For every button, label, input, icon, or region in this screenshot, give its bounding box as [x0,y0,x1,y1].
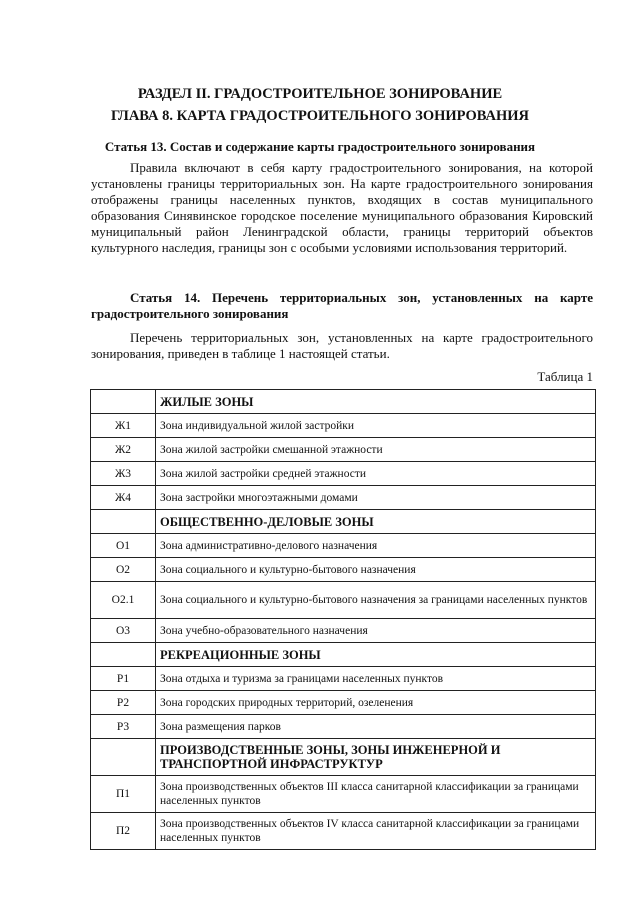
table-row [91,582,596,619]
table-label: Таблица 1 [537,369,593,384]
table-row [91,486,596,510]
zone-name: Зона учебно-образовательного назначения [156,619,596,643]
table-section-code-cell [91,643,156,667]
zone-code: О2.1 [91,582,156,619]
chapter-heading: ГЛАВА 8. КАРТА ГРАДОСТРОИТЕЛЬНОГО ЗОНИРОВАНИЯ [110,108,529,124]
zone-name: Зона отдыха и туризма за границами населенных пунктов [156,667,596,691]
zone-code: О1 [91,534,156,558]
zone-code: Ж4 [91,486,156,510]
zone-name: Зона размещения парков [156,715,596,739]
table-section-title: РЕКРЕАЦИОННЫЕ ЗОНЫ [156,643,596,667]
zone-code: Ж2 [91,438,156,462]
zone-code: Ж1 [91,414,156,438]
zone-code: О3 [91,619,156,643]
table-section-title: ЖИЛЫЕ ЗОНЫ [156,390,596,414]
article-14-text: Перечень территориальных зон, установленных на карте градостроительного зонирования, приведен в таблице 1 настоящей статьи. [91,330,593,361]
zone-code: Ж3 [91,462,156,486]
table-section-row [91,510,596,534]
table-section-code-cell [91,739,156,776]
table-row [91,462,596,486]
table-row [91,438,596,462]
zone-name: Зона застройки многоэтажными домами [156,486,596,510]
article-13-title: Статья 13. Состав и содержание карты градостроительного зонирования [104,139,536,154]
zone-code: Р1 [91,667,156,691]
table-row [91,667,596,691]
zone-name: Зона производственных объектов IV класса санитарной классификации за границами населенных пунктов [156,813,596,850]
zone-code: Р3 [91,715,156,739]
zone-name: Зона производственных объектов III класса санитарной классификации за границами населенных пунктов [156,776,596,813]
zone-name: Зона городских природных территорий, озеленения [156,691,596,715]
article-14-title: Статья 14. Перечень территориальных зон, установленных на карте градостроительного зонирования [91,290,593,321]
article-13-text: Правила включают в себя карту градостроительного зонирования, на которой установлены границы территориальных зон. На карте градостроительного зонирования отображены границы населенных пунктов, входящих в состав муниципального образования Синявинское городское поселение муниципального образования Кировский муниципальный район Ленинградской области, границы территорий объектов культурного наследия, границы зон с особыми условиями использования территорий. [91,160,593,255]
table-section-title: ОБЩЕСТВЕННО-ДЕЛОВЫЕ ЗОНЫ [156,510,596,534]
zone-name: Зона жилой застройки смешанной этажности [156,438,596,462]
table-section-code-cell [91,510,156,534]
table-row [91,715,596,739]
table-row [91,558,596,582]
zone-name: Зона административно-делового назначения [156,534,596,558]
zone-name: Зона жилой застройки средней этажности [156,462,596,486]
zones-table [90,389,596,850]
section-heading: РАЗДЕЛ II. ГРАДОСТРОИТЕЛЬНОЕ ЗОНИРОВАНИЕ [137,86,503,102]
zone-name: Зона социального и культурно-бытового назначения [156,558,596,582]
zone-code: П1 [91,776,156,813]
table-section-row [91,643,596,667]
table-section-title: ПРОИЗВОДСТВЕННЫЕ ЗОНЫ, ЗОНЫ ИНЖЕНЕРНОЙ И ТРАНСПОРТНОЙ ИНФРАСТРУКТУР [156,739,596,776]
table-row [91,414,596,438]
table-row [91,534,596,558]
table-section-row [91,739,596,776]
table-row [91,776,596,813]
table-section-code-cell [91,390,156,414]
table-section-row [91,390,596,414]
table-row [91,813,596,850]
zone-name: Зона индивидуальной жилой застройки [156,414,596,438]
table-row [91,691,596,715]
zone-code: Р2 [91,691,156,715]
zone-code: О2 [91,558,156,582]
zone-code: П2 [91,813,156,850]
table-row [91,619,596,643]
zone-name: Зона социального и культурно-бытового назначения за границами населенных пунктов [156,582,596,619]
